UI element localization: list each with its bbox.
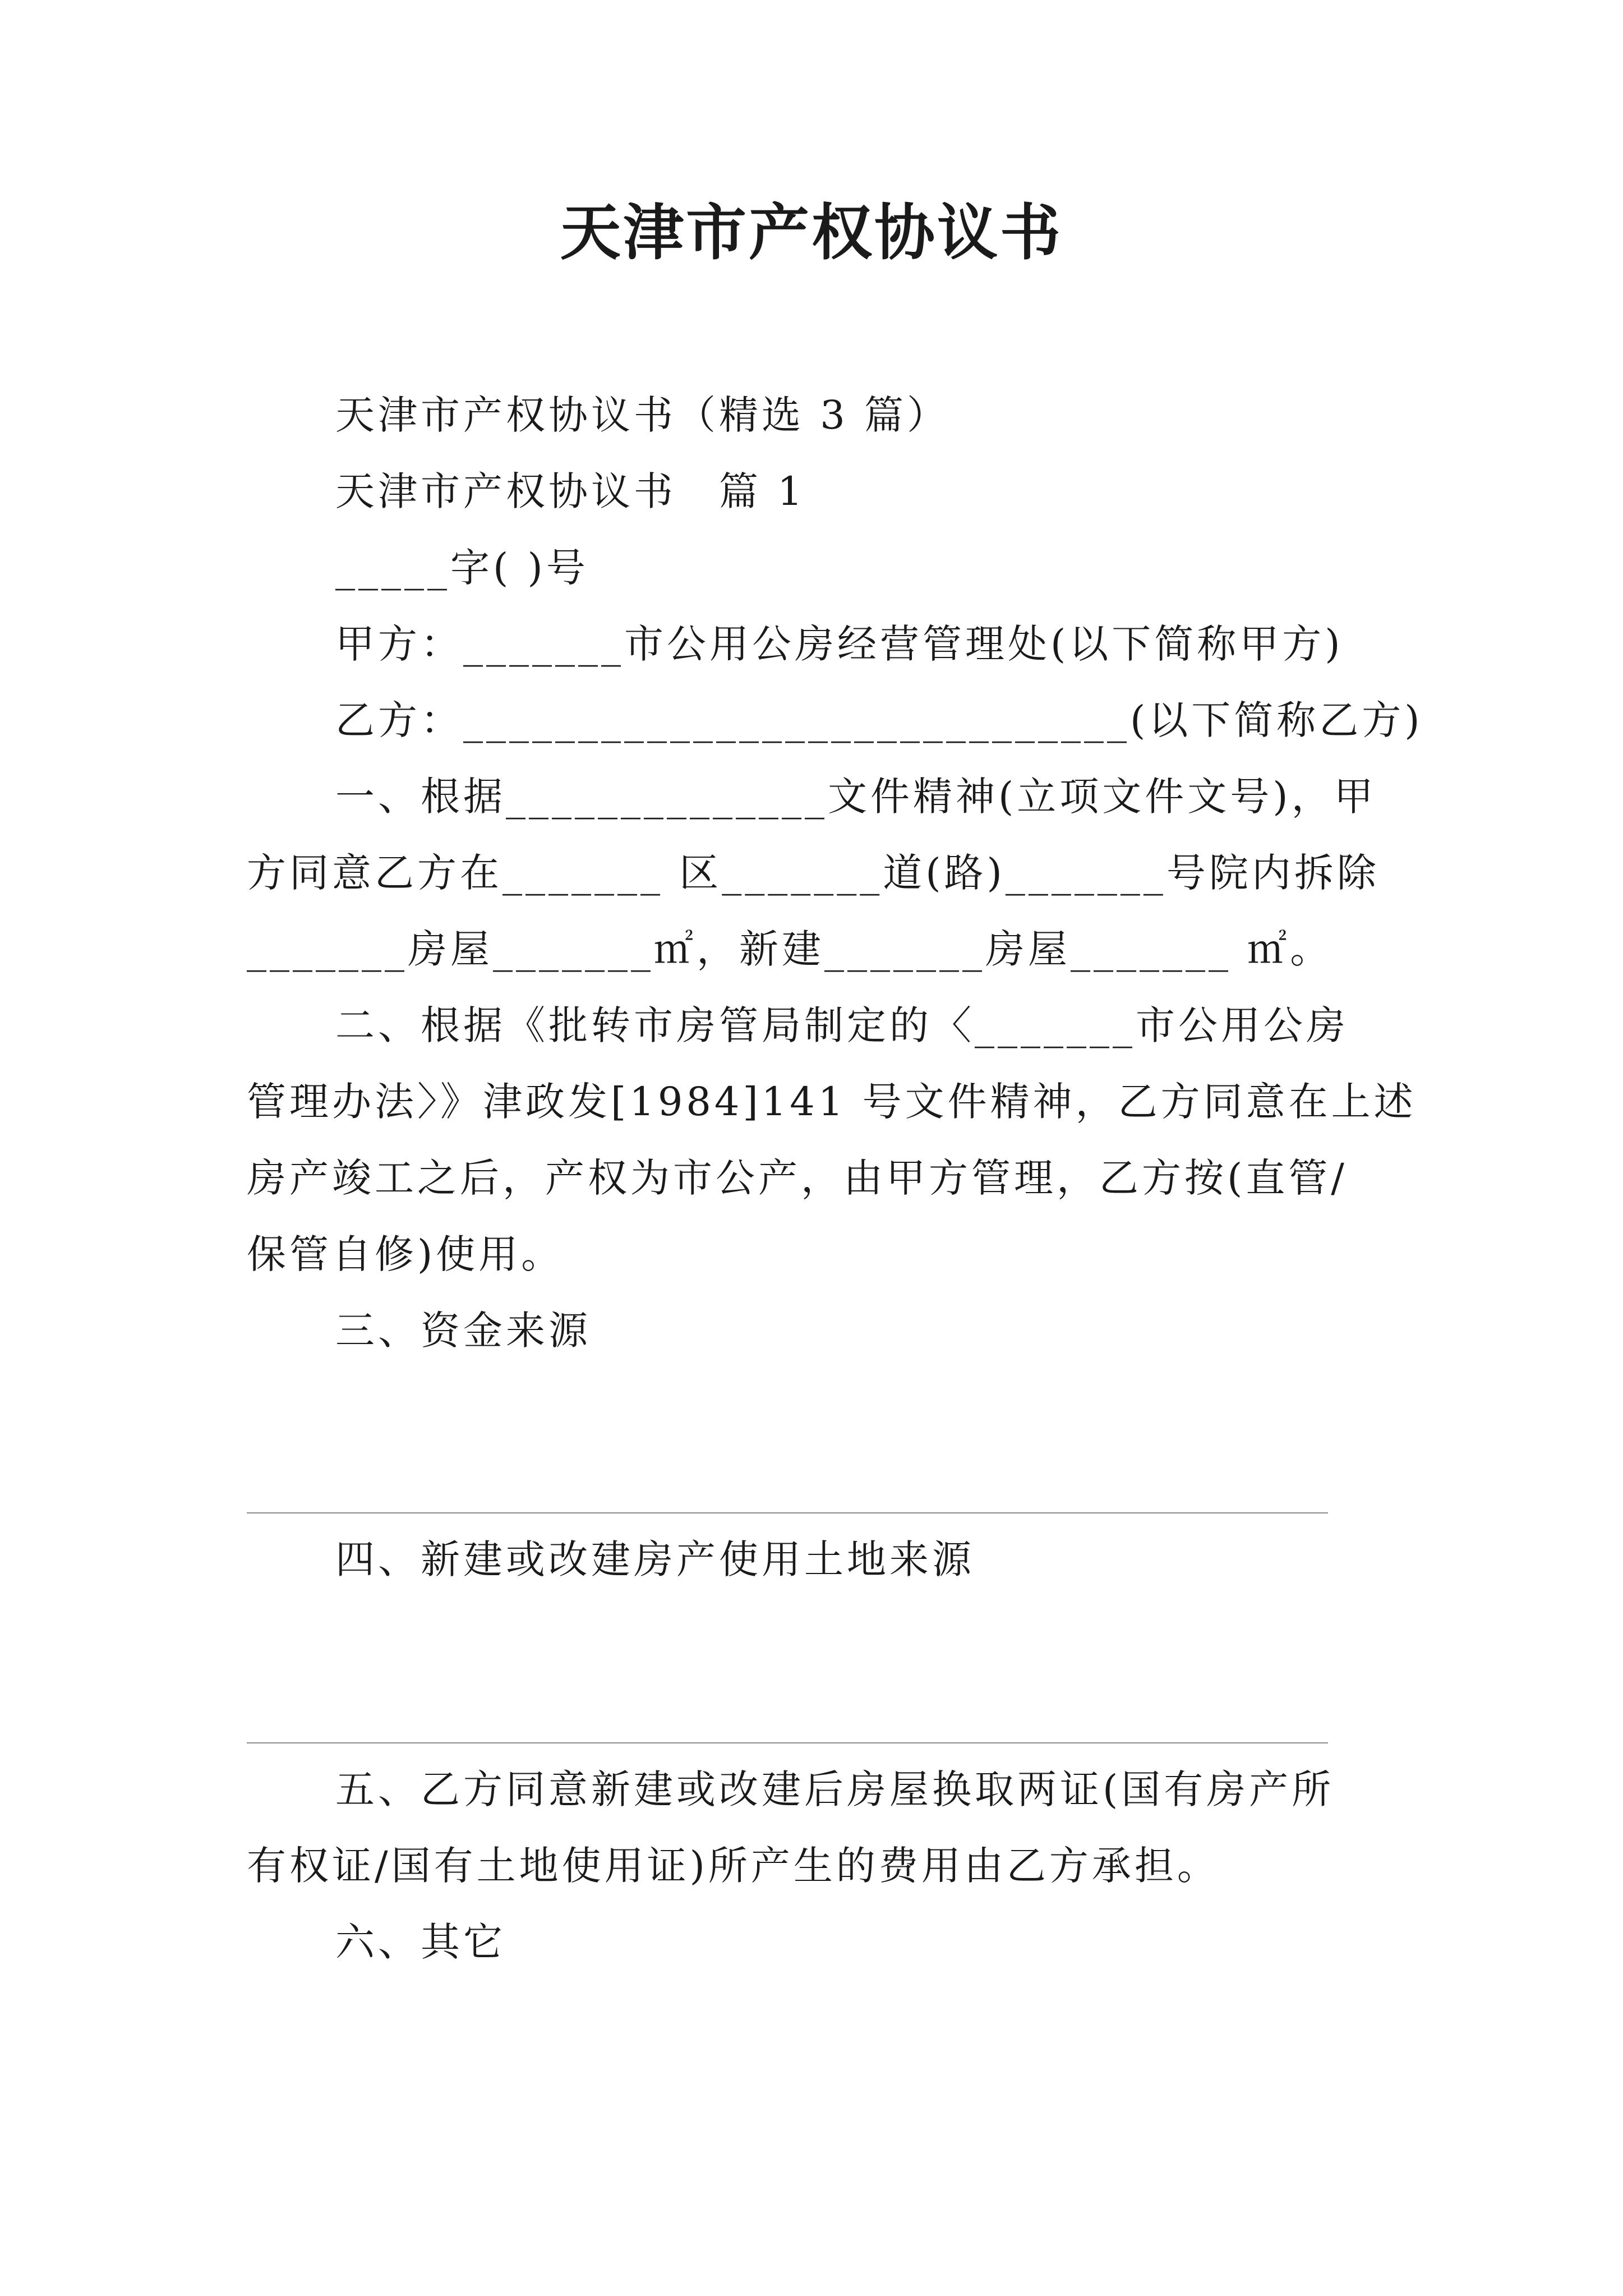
clause-2-line-1: 二、根据《批转市房管局制定的〈_______市公用公房 <box>335 1002 1349 1048</box>
subtitle-line: 天津市产权协议书（精选 3 篇） <box>335 392 950 438</box>
clause-6-heading: 六、其它 <box>335 1919 506 1965</box>
clause-2-line-2: 管理办法〉》津政发[1984]141 号文件精神，乙方同意在上述 <box>247 1079 1417 1125</box>
document-title: 天津市产权协议书 <box>560 197 1063 268</box>
document-number-line: _____字( )号 <box>335 545 589 591</box>
clause-5-line-1: 五、乙方同意新建或改建后房屋换取两证(国有房产所 <box>335 1766 1335 1812</box>
party-b-line: 乙方：_____________________________(以下简称乙方) <box>335 697 1423 743</box>
section-heading: 天津市产权协议书 篇 1 <box>335 468 806 514</box>
clause-1-line-3: _______房屋_______㎡，新建_______房屋_______ ㎡。 <box>247 926 1333 972</box>
clause-1-line-1: 一、根据______________文件精神(立项文件文号)，甲 <box>335 774 1377 820</box>
clause-5-line-2: 有权证/国有土地使用证)所产生的费用由乙方承担。 <box>247 1843 1220 1889</box>
blank-fill-line <box>247 1512 1328 1513</box>
clause-2-line-4: 保管自修)使用。 <box>247 1231 564 1277</box>
clause-2-line-3: 房产竣工之后，产权为市公产，由甲方管理，乙方按(直管/ <box>247 1155 1348 1201</box>
clause-4-heading: 四、新建或改建房产使用土地来源 <box>335 1536 975 1582</box>
clause-3-heading: 三、资金来源 <box>335 1308 591 1354</box>
party-a-line: 甲方：_______市公用公房经营管理处(以下简称甲方) <box>335 621 1344 667</box>
blank-fill-line <box>247 1742 1328 1743</box>
clause-1-line-2: 方同意乙方在_______ 区_______道(路)_______号院内拆除 <box>247 850 1380 896</box>
